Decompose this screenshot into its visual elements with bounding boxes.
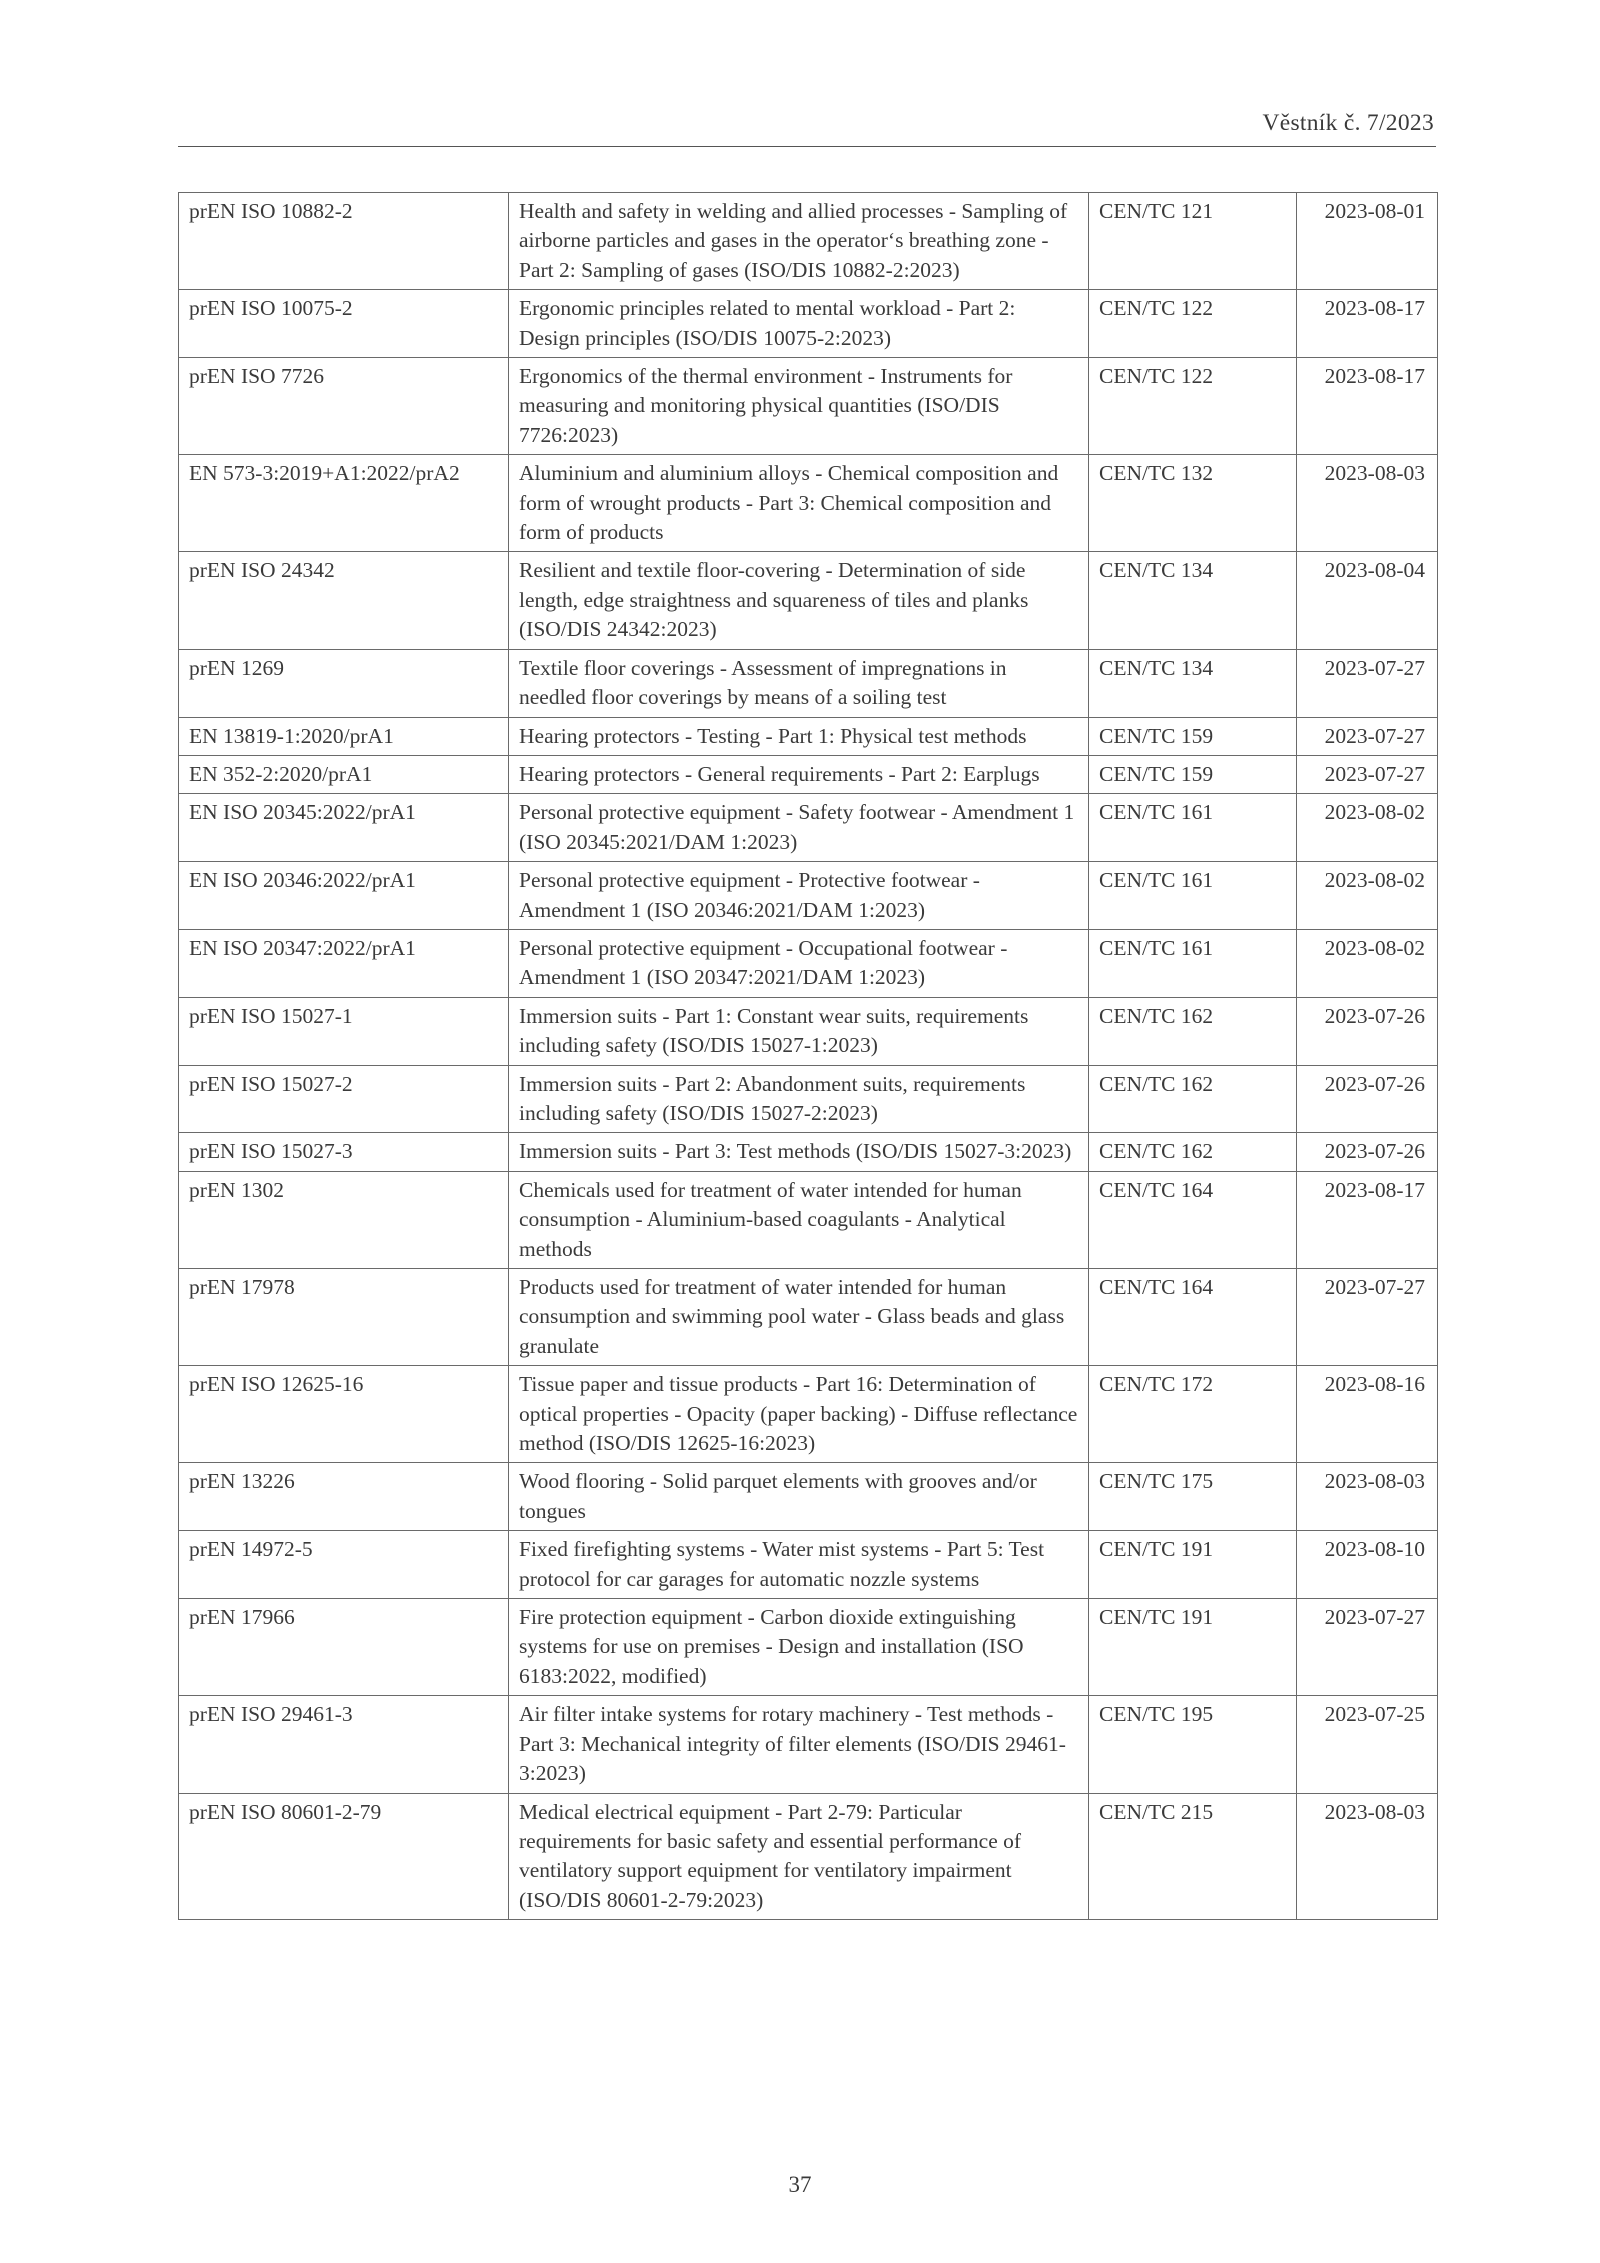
table-row [179,1696,1438,1793]
committee-cell: CEN/TC 191 [1089,1599,1297,1696]
standard-code-cell: prEN ISO 12625-16 [179,1366,509,1463]
table-row [179,755,1438,793]
deadline-date-cell: 2023-08-16 [1297,1366,1438,1463]
standard-code-cell: prEN 1269 [179,649,509,717]
committee-cell: CEN/TC 121 [1089,193,1297,290]
standard-title-cell: Immersion suits - Part 1: Constant wear suits, requirements including safety (ISO/DIS 15027-1:2023) [509,997,1089,1065]
table-row [179,717,1438,755]
deadline-date-cell: 2023-07-27 [1297,649,1438,717]
standard-title-cell: Aluminium and aluminium alloys - Chemical composition and form of wrought products - Part 3: Chemical composition and form of products [509,455,1089,552]
deadline-date-cell: 2023-07-27 [1297,1599,1438,1696]
table-row [179,1793,1438,1920]
committee-cell: CEN/TC 161 [1089,862,1297,930]
deadline-date-cell: 2023-07-27 [1297,1269,1438,1366]
standard-code-cell: EN ISO 20345:2022/prA1 [179,794,509,862]
deadline-date-cell: 2023-08-03 [1297,455,1438,552]
table-row [179,649,1438,717]
standard-code-cell: EN ISO 20346:2022/prA1 [179,862,509,930]
table-row [179,1269,1438,1366]
standard-code-cell: prEN ISO 10075-2 [179,290,509,358]
committee-cell: CEN/TC 134 [1089,552,1297,649]
standard-title-cell: Personal protective equipment - Safety footwear - Amendment 1 (ISO 20345:2021/DAM 1:2023) [509,794,1089,862]
deadline-date-cell: 2023-08-17 [1297,1171,1438,1268]
standard-code-cell: prEN ISO 10882-2 [179,193,509,290]
journal-issue-title: Věstník č. 7/2023 [1262,110,1434,136]
standard-title-cell: Tissue paper and tissue products - Part 16: Determination of optical properties - Opacity (paper backing) - Diffuse reflectance method (ISO/DIS 12625-16:2023) [509,1366,1089,1463]
deadline-date-cell: 2023-08-04 [1297,552,1438,649]
table-row [179,290,1438,358]
page-number: 37 [788,2172,812,2197]
standard-title-cell: Textile floor coverings - Assessment of impregnations in needled floor coverings by means of a soiling test [509,649,1089,717]
committee-cell: CEN/TC 191 [1089,1531,1297,1599]
committee-cell: CEN/TC 164 [1089,1269,1297,1366]
standard-title-cell: Fire protection equipment - Carbon dioxide extinguishing systems for use on premises - Design and installation (ISO 6183:2022, modified) [509,1599,1089,1696]
table-row [179,1171,1438,1268]
deadline-date-cell: 2023-07-25 [1297,1696,1438,1793]
standard-title-cell: Ergonomic principles related to mental workload - Part 2: Design principles (ISO/DIS 10075-2:2023) [509,290,1089,358]
standard-code-cell: prEN ISO 24342 [179,552,509,649]
committee-cell: CEN/TC 132 [1089,455,1297,552]
table-row [179,455,1438,552]
committee-cell: CEN/TC 175 [1089,1463,1297,1531]
standard-title-cell: Health and safety in welding and allied processes - Sampling of airborne particles and gases in the operator‘s breathing zone - Part 2: Sampling of gases (ISO/DIS 10882-2:2023) [509,193,1089,290]
deadline-date-cell: 2023-07-26 [1297,997,1438,1065]
standard-code-cell: prEN ISO 15027-1 [179,997,509,1065]
standard-code-cell: prEN ISO 15027-3 [179,1133,509,1171]
committee-cell: CEN/TC 159 [1089,717,1297,755]
deadline-date-cell: 2023-08-10 [1297,1531,1438,1599]
standard-title-cell: Medical electrical equipment - Part 2-79: Particular requirements for basic safety and essential performance of ventilatory support equipment for ventilatory impairment (ISO/DIS 80601-2-79:2023) [509,1793,1089,1920]
table-row [179,1599,1438,1696]
standard-title-cell: Immersion suits - Part 3: Test methods (ISO/DIS 15027-3:2023) [509,1133,1089,1171]
committee-cell: CEN/TC 215 [1089,1793,1297,1920]
committee-cell: CEN/TC 159 [1089,755,1297,793]
standard-title-cell: Chemicals used for treatment of water intended for human consumption - Aluminium-based coagulants - Analytical methods [509,1171,1089,1268]
standard-code-cell: prEN 17978 [179,1269,509,1366]
table-row [179,1531,1438,1599]
standard-title-cell: Products used for treatment of water intended for human consumption and swimming pool water - Glass beads and glass granulate [509,1269,1089,1366]
committee-cell: CEN/TC 161 [1089,794,1297,862]
table-row [179,1133,1438,1171]
deadline-date-cell: 2023-08-02 [1297,794,1438,862]
table-row [179,1463,1438,1531]
deadline-date-cell: 2023-07-26 [1297,1133,1438,1171]
standard-title-cell: Hearing protectors - Testing - Part 1: Physical test methods [509,717,1089,755]
standard-title-cell: Hearing protectors - General requirements - Part 2: Earplugs [509,755,1089,793]
table-row [179,193,1438,290]
table-row [179,997,1438,1065]
standard-title-cell: Fixed firefighting systems - Water mist systems - Part 5: Test protocol for car garages for automatic nozzle systems [509,1531,1089,1599]
committee-cell: CEN/TC 162 [1089,1065,1297,1133]
standards-table-body [179,193,1438,1920]
standard-title-cell: Personal protective equipment - Protective footwear - Amendment 1 (ISO 20346:2021/DAM 1:2023) [509,862,1089,930]
standard-title-cell: Wood flooring - Solid parquet elements with grooves and/or tongues [509,1463,1089,1531]
standard-code-cell: prEN 17966 [179,1599,509,1696]
deadline-date-cell: 2023-08-03 [1297,1793,1438,1920]
standard-code-cell: prEN 1302 [179,1171,509,1268]
standard-title-cell: Resilient and textile floor-covering - Determination of side length, edge straightness and squareness of tiles and planks (ISO/DIS 24342:2023) [509,552,1089,649]
committee-cell: CEN/TC 172 [1089,1366,1297,1463]
table-row [179,929,1438,997]
deadline-date-cell: 2023-08-02 [1297,862,1438,930]
committee-cell: CEN/TC 122 [1089,358,1297,455]
standard-code-cell: prEN ISO 29461-3 [179,1696,509,1793]
deadline-date-cell: 2023-08-03 [1297,1463,1438,1531]
standard-code-cell: prEN ISO 80601-2-79 [179,1793,509,1920]
deadline-date-cell: 2023-07-26 [1297,1065,1438,1133]
standard-code-cell: prEN ISO 7726 [179,358,509,455]
standard-title-cell: Air filter intake systems for rotary machinery - Test methods - Part 3: Mechanical integrity of filter elements (ISO/DIS 29461-3:2023) [509,1696,1089,1793]
committee-cell: CEN/TC 161 [1089,929,1297,997]
standard-code-cell: EN 573-3:2019+A1:2022/prA2 [179,455,509,552]
committee-cell: CEN/TC 162 [1089,997,1297,1065]
committee-cell: CEN/TC 164 [1089,1171,1297,1268]
committee-cell: CEN/TC 122 [1089,290,1297,358]
page-header [178,110,1436,147]
table-row [179,552,1438,649]
table-row [179,358,1438,455]
deadline-date-cell: 2023-08-02 [1297,929,1438,997]
deadline-date-cell: 2023-08-17 [1297,358,1438,455]
standard-code-cell: prEN 14972-5 [179,1531,509,1599]
table-row [179,862,1438,930]
standard-code-cell: prEN 13226 [179,1463,509,1531]
table-row [179,1366,1438,1463]
committee-cell: CEN/TC 162 [1089,1133,1297,1171]
standards-table [178,192,1438,1920]
table-row [179,794,1438,862]
standard-code-cell: EN 13819-1:2020/prA1 [179,717,509,755]
deadline-date-cell: 2023-08-01 [1297,193,1438,290]
standard-code-cell: EN 352-2:2020/prA1 [179,755,509,793]
deadline-date-cell: 2023-08-17 [1297,290,1438,358]
deadline-date-cell: 2023-07-27 [1297,717,1438,755]
standard-title-cell: Immersion suits - Part 2: Abandonment suits, requirements including safety (ISO/DIS 15027-2:2023) [509,1065,1089,1133]
standard-code-cell: prEN ISO 15027-2 [179,1065,509,1133]
committee-cell: CEN/TC 134 [1089,649,1297,717]
table-row [179,1065,1438,1133]
deadline-date-cell: 2023-07-27 [1297,755,1438,793]
committee-cell: CEN/TC 195 [1089,1696,1297,1793]
standard-title-cell: Personal protective equipment - Occupational footwear - Amendment 1 (ISO 20347:2021/DAM 1:2023) [509,929,1089,997]
standard-title-cell: Ergonomics of the thermal environment - Instruments for measuring and monitoring physical quantities (ISO/DIS 7726:2023) [509,358,1089,455]
standard-code-cell: EN ISO 20347:2022/prA1 [179,929,509,997]
